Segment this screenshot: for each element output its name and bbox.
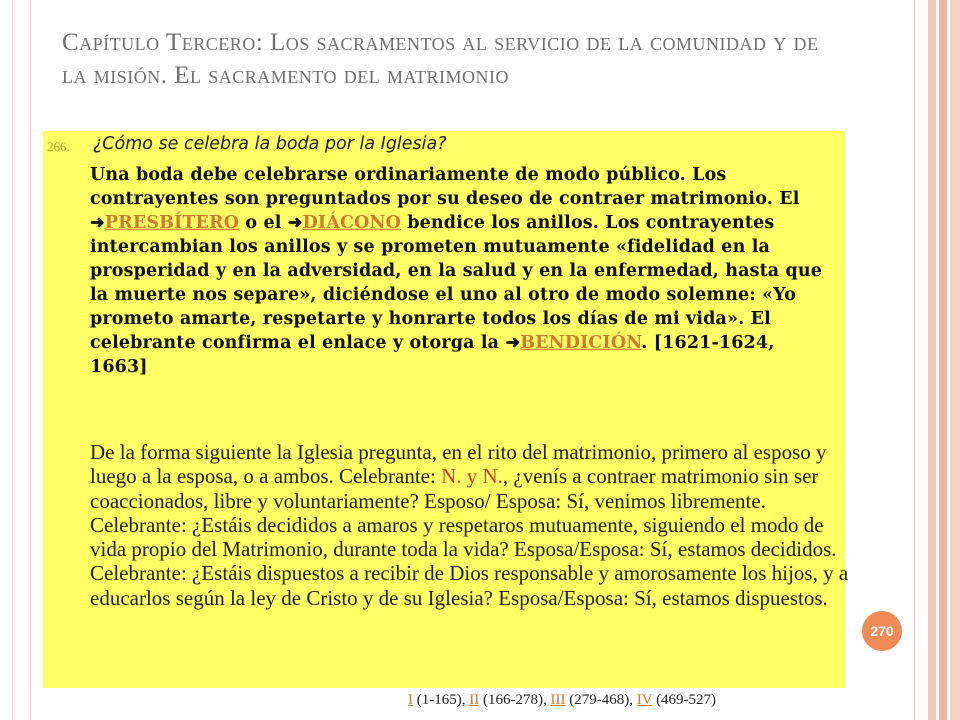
arrow-right-icon: ➜	[287, 213, 303, 233]
answer-paragraph	[90, 163, 830, 379]
footer-link-part-4[interactable]: IV	[636, 692, 653, 708]
link-presbitero[interactable]: PRESBÍTERO	[104, 213, 240, 233]
answer-text-2: o el	[239, 213, 288, 233]
question-text: ¿Cómo se celebra la boda por la Iglesia?	[93, 134, 447, 154]
link-bendicion[interactable]: BENDICIÓN	[520, 333, 642, 353]
arrow-right-icon: ➜	[90, 213, 105, 233]
rite-text-1: De la forma siguiente la Iglesia pregunta, en el rito del matrimonio, primero al esposo y luego a la esposa, o a ambos. Celebrante:	[90, 440, 827, 489]
footer-link-part-2[interactable]: II	[469, 692, 480, 708]
rite-paragraph	[90, 440, 850, 610]
slide-title: Capítulo Tercero: Los sacramentos al servicio de la comunidad y de la misión. El sacramento del matrimonio	[62, 29, 819, 89]
footer-link-part-1[interactable]: I	[408, 692, 413, 708]
footer-range-1: (1-165),	[413, 692, 470, 708]
answer-text-1: Una boda debe celebrarse ordinariamente de modo público. Los contrayentes son preguntados por su deseo de contraer matrimonio. El	[90, 165, 800, 209]
right-stripe-decoration	[924, 0, 960, 720]
rite-text-2: , ¿venís a contraer matrimonio sin ser coaccionados, libre y voluntariamente? Esposo/ Esposa: Sí, venimos libremente. Celebrante: ¿Estáis decididos a amaros y respetaros mutuamente, siguiendo el modo de vida propio del Matrimonio, durante toda la vida? Esposa/Esposa: Sí, estamos decididos. Celebrante: ¿Estáis dispuestos a recibir de Dios responsable y amorosamente los hijos, y a educarlos según la ley de Cristo y de su Iglesia? Esposa/Esposa: Sí, estamos dispuestos.	[90, 464, 849, 610]
left-border-decoration	[0, 0, 31, 720]
footer-range-3: (279-468),	[565, 692, 637, 708]
footer-navigation	[408, 692, 716, 709]
answer-text-3: bendice los anillos. Los contrayentes intercambian los anillos y se prometen mutuamente «fidelidad en la prosperidad y en la adversidad, en la salud y en la enfermedad, hasta que la muerte nos separe», diciéndose el uno al otro de modo solemne: «Yo prometo amarte, respetarte y honrarte todos los días de mi vida». El celebrante confirma el enlace y otorga la	[90, 213, 823, 353]
link-diacono[interactable]: DIÁCONO	[302, 213, 402, 233]
footer-range-4: (469-527)	[652, 692, 717, 708]
footer-link-part-3[interactable]: III	[550, 692, 566, 708]
rite-names: N. y N.	[441, 464, 503, 489]
question-number: 266.	[47, 139, 70, 154]
footer-range-2: (166-278),	[479, 692, 551, 708]
page-number-badge: 270	[862, 611, 902, 651]
answer-text-4: . [1621-1624, 1663]	[90, 333, 775, 377]
arrow-right-icon: ➜	[505, 333, 521, 353]
